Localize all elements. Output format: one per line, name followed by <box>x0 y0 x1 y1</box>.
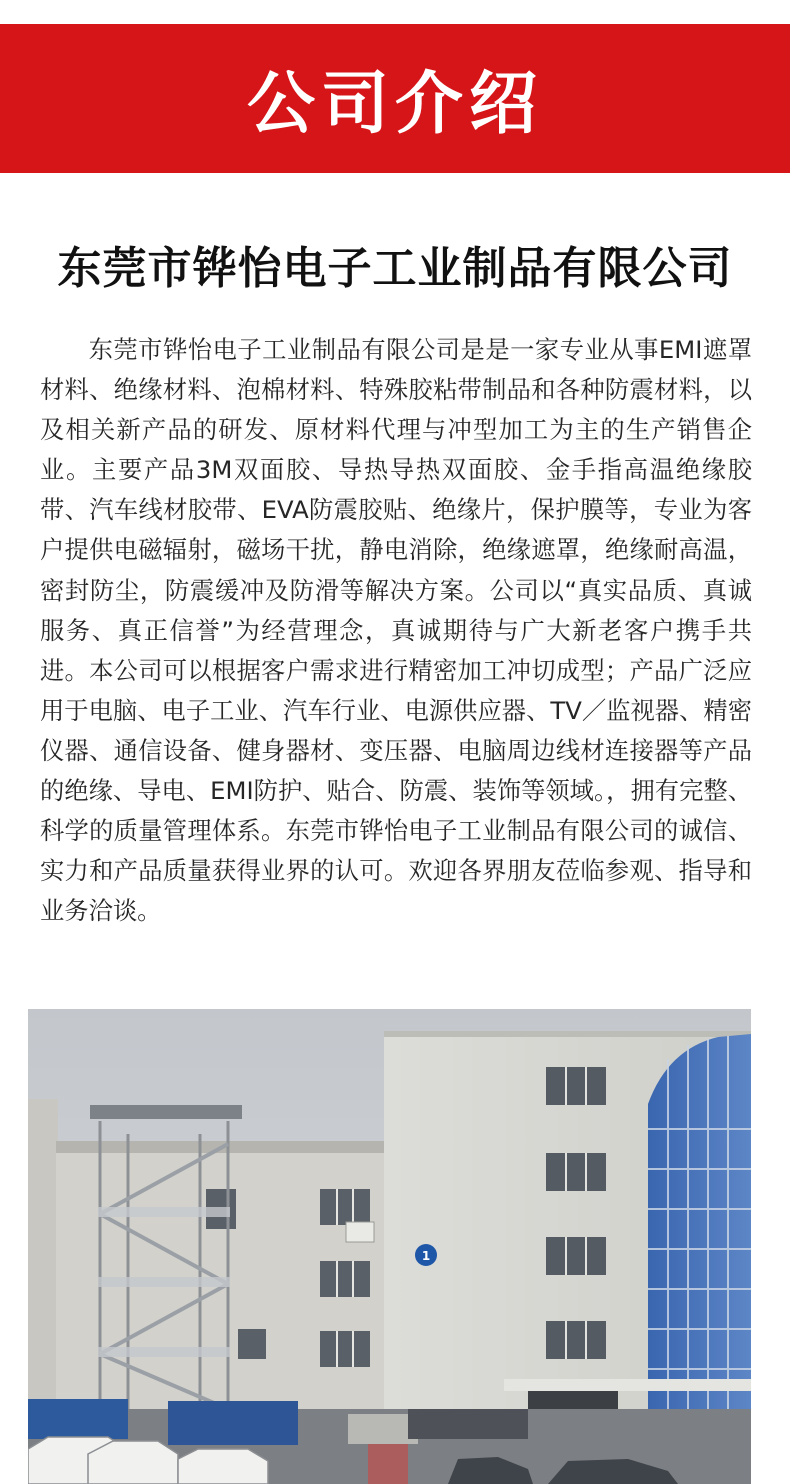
building-number-text: 1 <box>421 1249 431 1263</box>
header-banner <box>0 24 790 173</box>
building-number-sign <box>415 1244 437 1266</box>
factory-building-photo <box>28 1009 751 1484</box>
banner-title: 公司介绍 <box>246 65 543 144</box>
company-intro-paragraph: 东莞市铧怡电子工业制品有限公司是是一家专业从事EMI遮罩材料、绝缘材料、泡棉材料、特殊胶粘带制品和各种防震材料，以及相关新产品的研发、原材料代理与冲型加工为主的生产销售企业。主要产品3M双面胶、导热导热双面胶、金手指高温绝缘胶带、汽车线材胶带、EVA防震胶贴、绝缘片，保护膜等，专业为客户提供电磁辐射，磁场干扰，静电消除，绝缘遮罩，绝缘耐高温，密封防尘，防震缓冲及防滑等解决方案。公司以“真实品质、真诚服务、真正信誉”为经营理念，真诚期待与广大新老客户携手共进。本公司可以根据客户需求进行精密加工冲切成型；产品广泛应用于电脑、电子工业、汽车行业、电源供应器、TV／监视器、精密仪器、通信设备、健身器材、变压器、电脑周边线材连接器等产品的绝缘、导电、EMI防护、贴合、防震、装饰等领域。，拥有完整、科学的质量管理体系。东莞市铧怡电子工业制品有限公司的诚信、实力和产品质量获得业界的认可。欢迎各界朋友莅临参观、指导和业务洽谈。 <box>40 335 752 926</box>
company-name-heading: 东莞市铧怡电子工业制品有限公司 <box>57 243 733 294</box>
